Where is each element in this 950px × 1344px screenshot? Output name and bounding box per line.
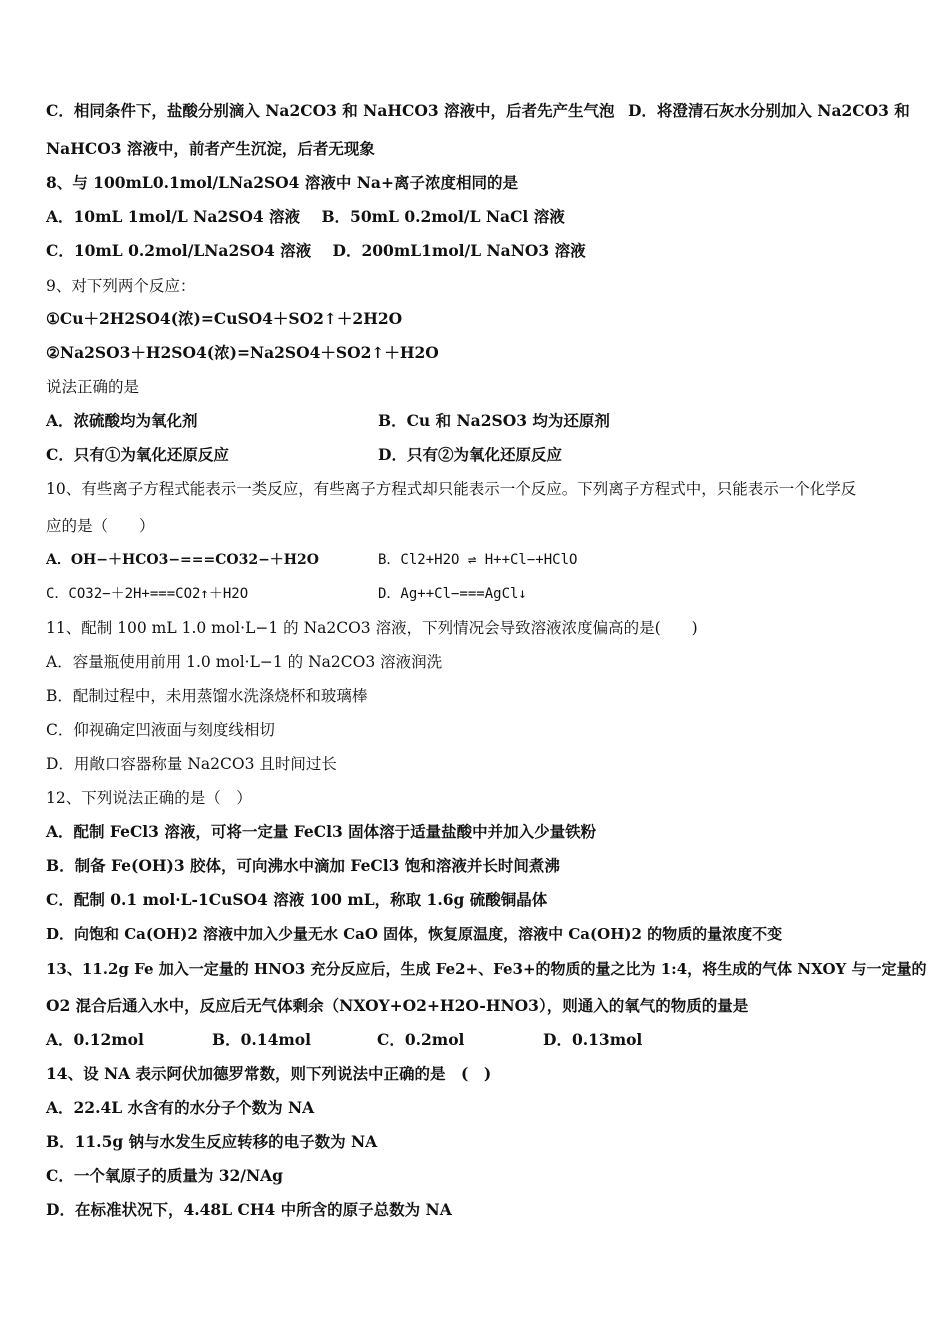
q12-option-d: D．向饱和 Ca(OH)2 溶液中加入少量无水 CaO 固体，恢复原温度，溶液中 Ca(OH)2 的物质的量浓度不变 [46, 925, 783, 943]
q10-options-ab [46, 549, 910, 571]
q11-option-b: B．配制过程中，未用蒸馏水洗涤烧杯和玻璃棒 [46, 687, 368, 705]
q9-option-d: D．只有②为氧化还原反应 [378, 445, 562, 464]
q13-option-d: D．0.13mol [543, 1030, 643, 1049]
q10-option-d: D．Ag++Cl−===AgCl↓ [378, 586, 527, 602]
q12-option-a: A．配制 FeCl3 溶液，可将一定量 FeCl3 固体溶于适量盐酸中并加入少量铁粉 [46, 822, 597, 841]
q12-option-c: C．配制 0.1 mol·L-1CuSO4 溶液 100 mL，称取 1.6g 硫酸铜晶体 [46, 890, 548, 909]
q14-option-d: D．在标准状况下，4.48L CH4 中所含的原子总数为 NA [46, 1200, 452, 1219]
q13-option-a: A．0.12mol [46, 1030, 144, 1049]
q8-option-a: A．10mL 1mol/L Na2SO4 溶液 [46, 207, 301, 226]
q7-option-d-start: D．将澄清石灰水分别加入 Na2CO3 和 [627, 101, 910, 120]
q9-ask: 说法正确的是 [46, 378, 140, 396]
q7-option-d-end: NaHCO3 溶液中，前者产生沉淀，后者无现象 [46, 139, 375, 158]
q13-option-b: B．0.14mol [212, 1030, 311, 1049]
q9-options-ab [46, 410, 910, 432]
q8-options-ab [46, 206, 910, 228]
q13-stem-line2: O2 混合后通入水中，反应后无气体剩余（NXOY+O2+H2O-HNO3），则通入的氧气的物质的量是 [46, 996, 749, 1015]
q10-stem-line2: 应的是（ ） [46, 517, 155, 535]
q9-option-c: C．只有①为氧化还原反应 [46, 445, 229, 464]
q9-option-a: A．浓硫酸均为氧化剂 [46, 411, 198, 430]
q9-reaction-2: ②Na2SO3＋H2SO4(浓)=Na2SO4＋SO2↑＋H2O [46, 343, 439, 362]
q13-stem-line1: 13、11.2g Fe 加入一定量的 HNO3 充分反应后，生成 Fe2+、Fe3+的物质的量之比为 1:4，将生成的气体 NXOY 与一定量的 [46, 960, 927, 978]
q14-stem: 14、设 NA 表示阿伏加德罗常数，则下列说法中正确的是 ( ) [46, 1064, 492, 1083]
q10-stem-line1: 10、有些离子方程式能表示一类反应，有些离子方程式却只能表示一个反应。下列离子方程式中，只能表示一个化学反 [46, 480, 857, 498]
q11-option-a: A．容量瓶使用前用 1.0 mol·L−1 的 Na2CO3 溶液润洗 [46, 653, 443, 671]
q8-stem: 8、与 100mL0.1mol/LNa2SO4 溶液中 Na+离子浓度相同的是 [46, 173, 518, 192]
q11-option-d: D．用敞口容器称量 Na2CO3 且时间过长 [46, 755, 337, 773]
q11-option-c: C．仰视确定凹液面与刻度线相切 [46, 721, 275, 739]
q10-option-b: B．Cl2+H2O ⇌ H++Cl−+HClO [378, 552, 578, 568]
q10-option-c: C．CO32−＋2H+===CO2↑＋H2O [46, 586, 249, 602]
q9-options-cd [46, 444, 910, 466]
q13-option-c: C．0.2mol [377, 1030, 465, 1049]
q8-option-c: C．10mL 0.2mol/LNa2SO4 溶液 [46, 241, 312, 260]
q8-options-cd [46, 240, 910, 262]
q9-option-b: B．Cu 和 Na2SO3 均为还原剂 [378, 411, 610, 430]
q8-option-b: B．50mL 0.2mol/L NaCl 溶液 [321, 207, 565, 226]
q11-stem: 11、配制 100 mL 1.0 mol·L−1 的 Na2CO3 溶液，下列情况会导致溶液浓度偏高的是( ) [46, 619, 698, 637]
q14-option-c: C．一个氧原子的质量为 32/NAg [46, 1166, 283, 1185]
q14-option-b: B．11.5g 钠与水发生反应转移的电子数为 NA [46, 1132, 378, 1151]
q12-option-b: B．制备 Fe(OH)3 胶体，可向沸水中滴加 FeCl3 饱和溶液并长时间煮沸 [46, 856, 560, 875]
q9-reaction-1: ①Cu＋2H2SO4(浓)=CuSO4＋SO2↑＋2H2O [46, 309, 403, 328]
q10-option-a: A．OH−＋HCO3−===CO32−＋H2O [46, 552, 319, 568]
q8-option-d: D．200mL1mol/L NaNO3 溶液 [332, 241, 586, 260]
q12-stem: 12、下列说法正确的是（ ） [46, 789, 252, 807]
q9-stem: 9、对下列两个反应： [46, 277, 196, 295]
q7-option-c-d-line [46, 100, 910, 122]
q14-option-a: A．22.4L 水含有的水分子个数为 NA [46, 1098, 315, 1117]
q7-option-c: C．相同条件下，盐酸分别滴入 Na2CO3 和 NaHCO3 溶液中，后者先产生气泡 [46, 101, 615, 120]
q10-options-cd [46, 583, 910, 605]
